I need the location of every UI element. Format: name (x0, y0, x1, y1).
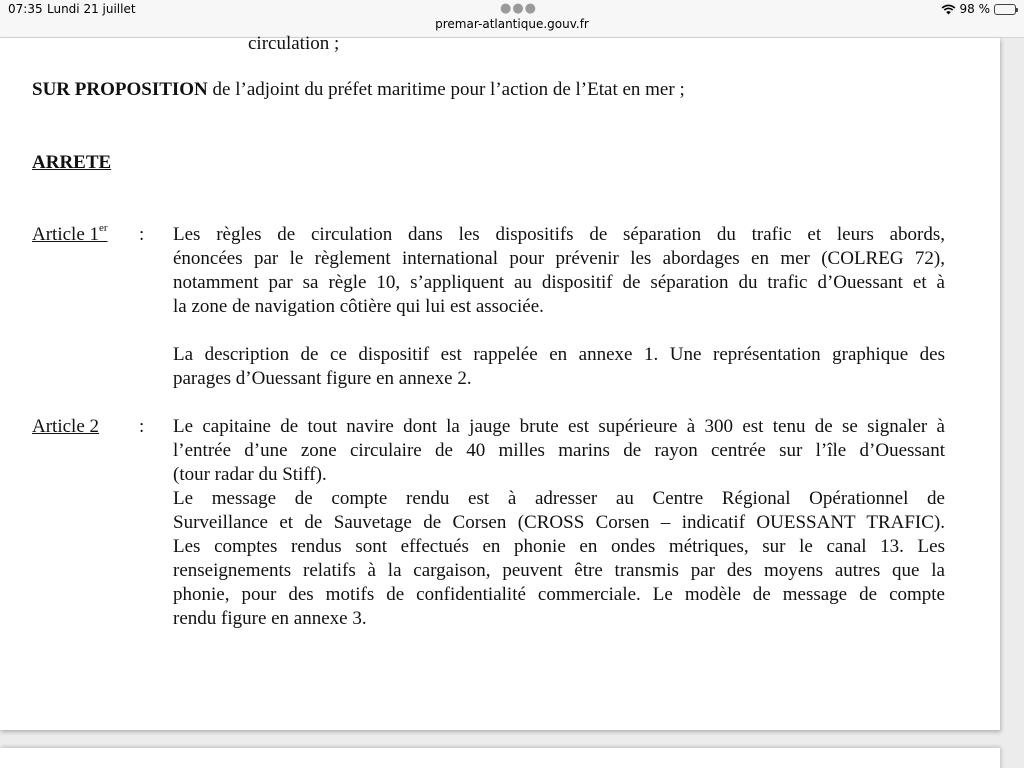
text-line: phonie, pour des motifs de confidentialité commerciale. Le modèle de message de compte (173, 584, 945, 605)
proposition-bold: SUR PROPOSITION (32, 79, 208, 100)
text-line: énoncées par le règlement international pour prévenir les abordages en mer (COLREG 72), (173, 248, 945, 269)
text-line: Le capitaine de tout navire dont la jauge brute est supérieure à 300 est tenu de se signaler à (173, 416, 945, 437)
text-line: parages d’Ouessant figure en annexe 2. (173, 368, 472, 389)
battery-percent: 98 % (959, 2, 990, 16)
status-bar (0, 0, 1024, 38)
text-line: Le message de compte rendu est à adresser au Centre Régional Opérationnel de (173, 488, 945, 509)
address-url[interactable]: premar-atlantique.gouv.fr (435, 17, 589, 31)
wifi-icon (941, 4, 956, 15)
article1-para1 (173, 223, 945, 319)
arrete-heading: ARRETE (32, 152, 112, 173)
status-date: Lundi 21 juillet (47, 2, 136, 16)
text-line: Les comptes rendus sont effectués en phonie en ondes métriques, sur le canal 13. Les (173, 536, 945, 557)
proposition-text: de l’adjoint du préfet maritime pour l’action de l’Etat en mer ; (207, 79, 685, 100)
text-line: La description de ce dispositif est rappelée en annexe 1. Une représentation graphique des (173, 344, 945, 365)
article1-sup: er (99, 222, 108, 234)
next-page (0, 748, 1000, 768)
article2-colon: : (139, 416, 145, 437)
text-line: la zone de navigation côtière qui lui est associée. (173, 296, 544, 317)
document-page (0, 33, 1000, 730)
article1-label (32, 223, 108, 247)
text-line: renseignements relatifs à la cargaison, peuvent être transmis par des moyens autres que la (173, 560, 945, 581)
status-indicators (941, 2, 1017, 16)
battery-icon (994, 4, 1016, 15)
text-line: (tour radar du Stiff). (173, 464, 327, 485)
text-line: Les règles de circulation dans les dispositifs de séparation du trafic et leurs abords, (173, 224, 945, 245)
top-fragment: circulation ; (248, 33, 340, 54)
article2-label: Article 2 (32, 416, 100, 437)
article1-label-text: Article 1 (32, 224, 100, 245)
text-line: rendu figure en annexe 3. (173, 608, 367, 629)
article1-para2 (173, 343, 945, 391)
more-dots-icon[interactable]: ●●● (500, 1, 538, 16)
article2-para2 (173, 487, 945, 631)
article2-para1 (173, 415, 945, 487)
status-time: 07:35 (8, 2, 43, 16)
article1-colon: : (139, 224, 145, 245)
text-line: Surveillance et de Sauvetage de Corsen (CROSS Corsen – indicatif OUESSANT TRAFIC). (173, 512, 945, 533)
proposition-paragraph (32, 78, 685, 102)
text-line: l’entrée d’une zone circulaire de 40 milles marins de rayon centrée sur l’île d’Ouessant (173, 440, 945, 461)
text-line: notamment par sa règle 10, s’appliquent au dispositif de séparation du trafic d’Ouessant et à (173, 272, 945, 293)
